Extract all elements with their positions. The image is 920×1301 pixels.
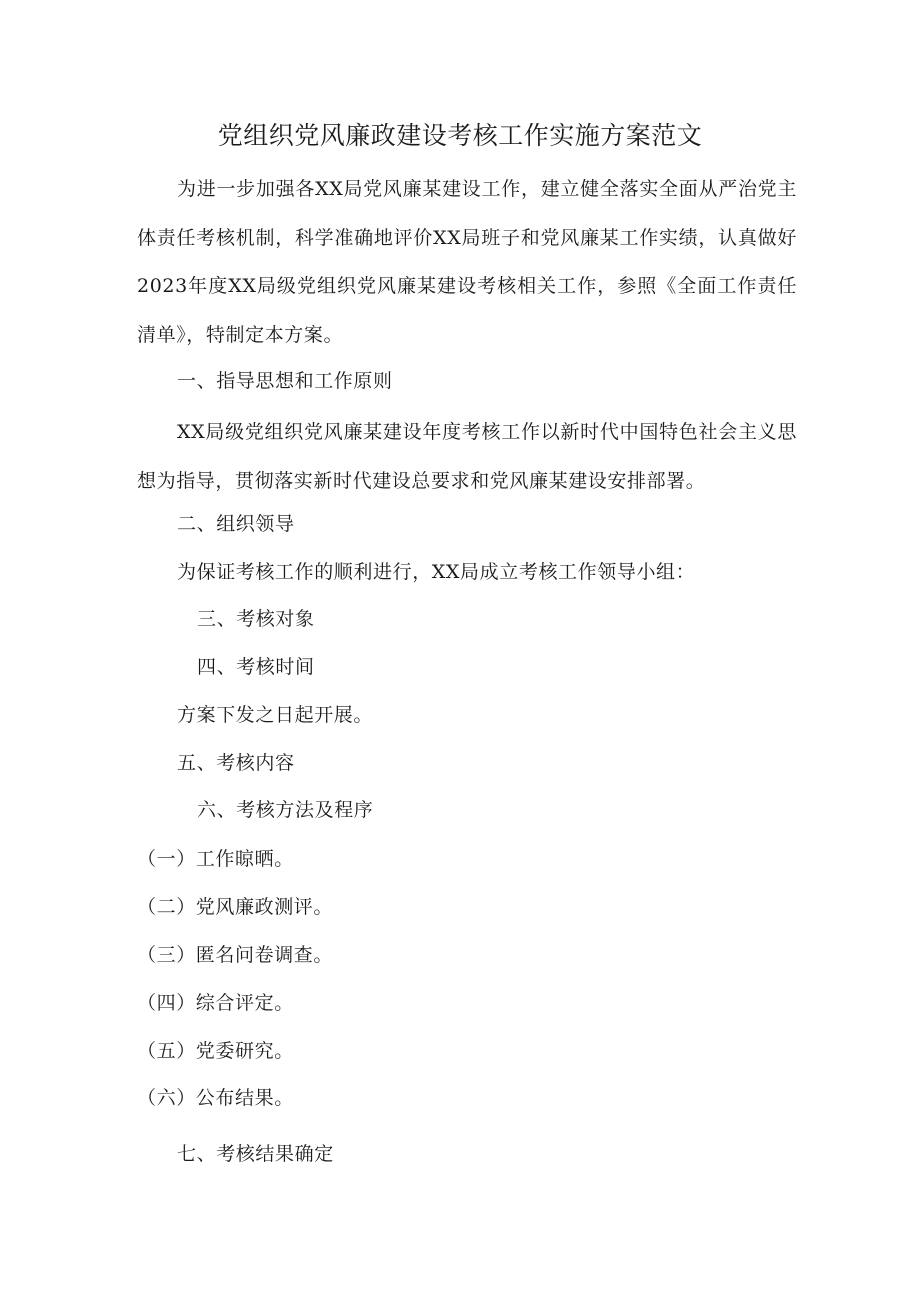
section-heading-assessment-targets: 三、考核对象	[197, 608, 315, 630]
organization-paragraph: 为保证考核工作的顺利进行，XX局成立考核工作领导小组：	[177, 561, 696, 583]
assessment-time-paragraph: 方案下发之日起开展。	[177, 704, 374, 726]
section-heading-result-determination: 七、考核结果确定	[177, 1143, 334, 1165]
guiding-principles-paragraph: XX局级党组织党风廉某建设年度考核工作以新时代中国特色社会主义思想为指导，贯彻落实新时代建设总要求和党风廉某建设安排部署。	[137, 421, 797, 492]
section-heading-assessment-time: 四、考核时间	[197, 656, 315, 678]
document-title: 党组织党风廉政建设考核工作实施方案范文	[217, 121, 703, 150]
section-heading-assessment-methods: 六、考核方法及程序	[197, 799, 374, 821]
method-step-item: （四）综合评定。	[137, 992, 294, 1014]
intro-paragraph: 为进一步加强各XX局党风廉某建设工作，建立健全落实全面从严治党主体责任考核机制，科学准确地评价XX局班子和党风廉某工作实绩，认真做好2023年度XX局级党组织党风廉某建设考核相关工作，参照《全面工作责任清单》，特制定本方案。	[137, 178, 797, 346]
method-step-item: （三）匿名问卷调查。	[137, 944, 334, 966]
method-step-item: （二）党风廉政测评。	[137, 896, 334, 918]
method-step-item: （六）公布结果。	[137, 1087, 294, 1109]
method-step-item: （五）党委研究。	[137, 1040, 294, 1062]
section-heading-assessment-content: 五、考核内容	[177, 752, 295, 774]
section-heading-organization: 二、组织领导	[177, 513, 295, 535]
method-step-item: （一）工作晾晒。	[137, 848, 294, 870]
section-heading-guiding-principles: 一、指导思想和工作原则	[177, 370, 393, 392]
